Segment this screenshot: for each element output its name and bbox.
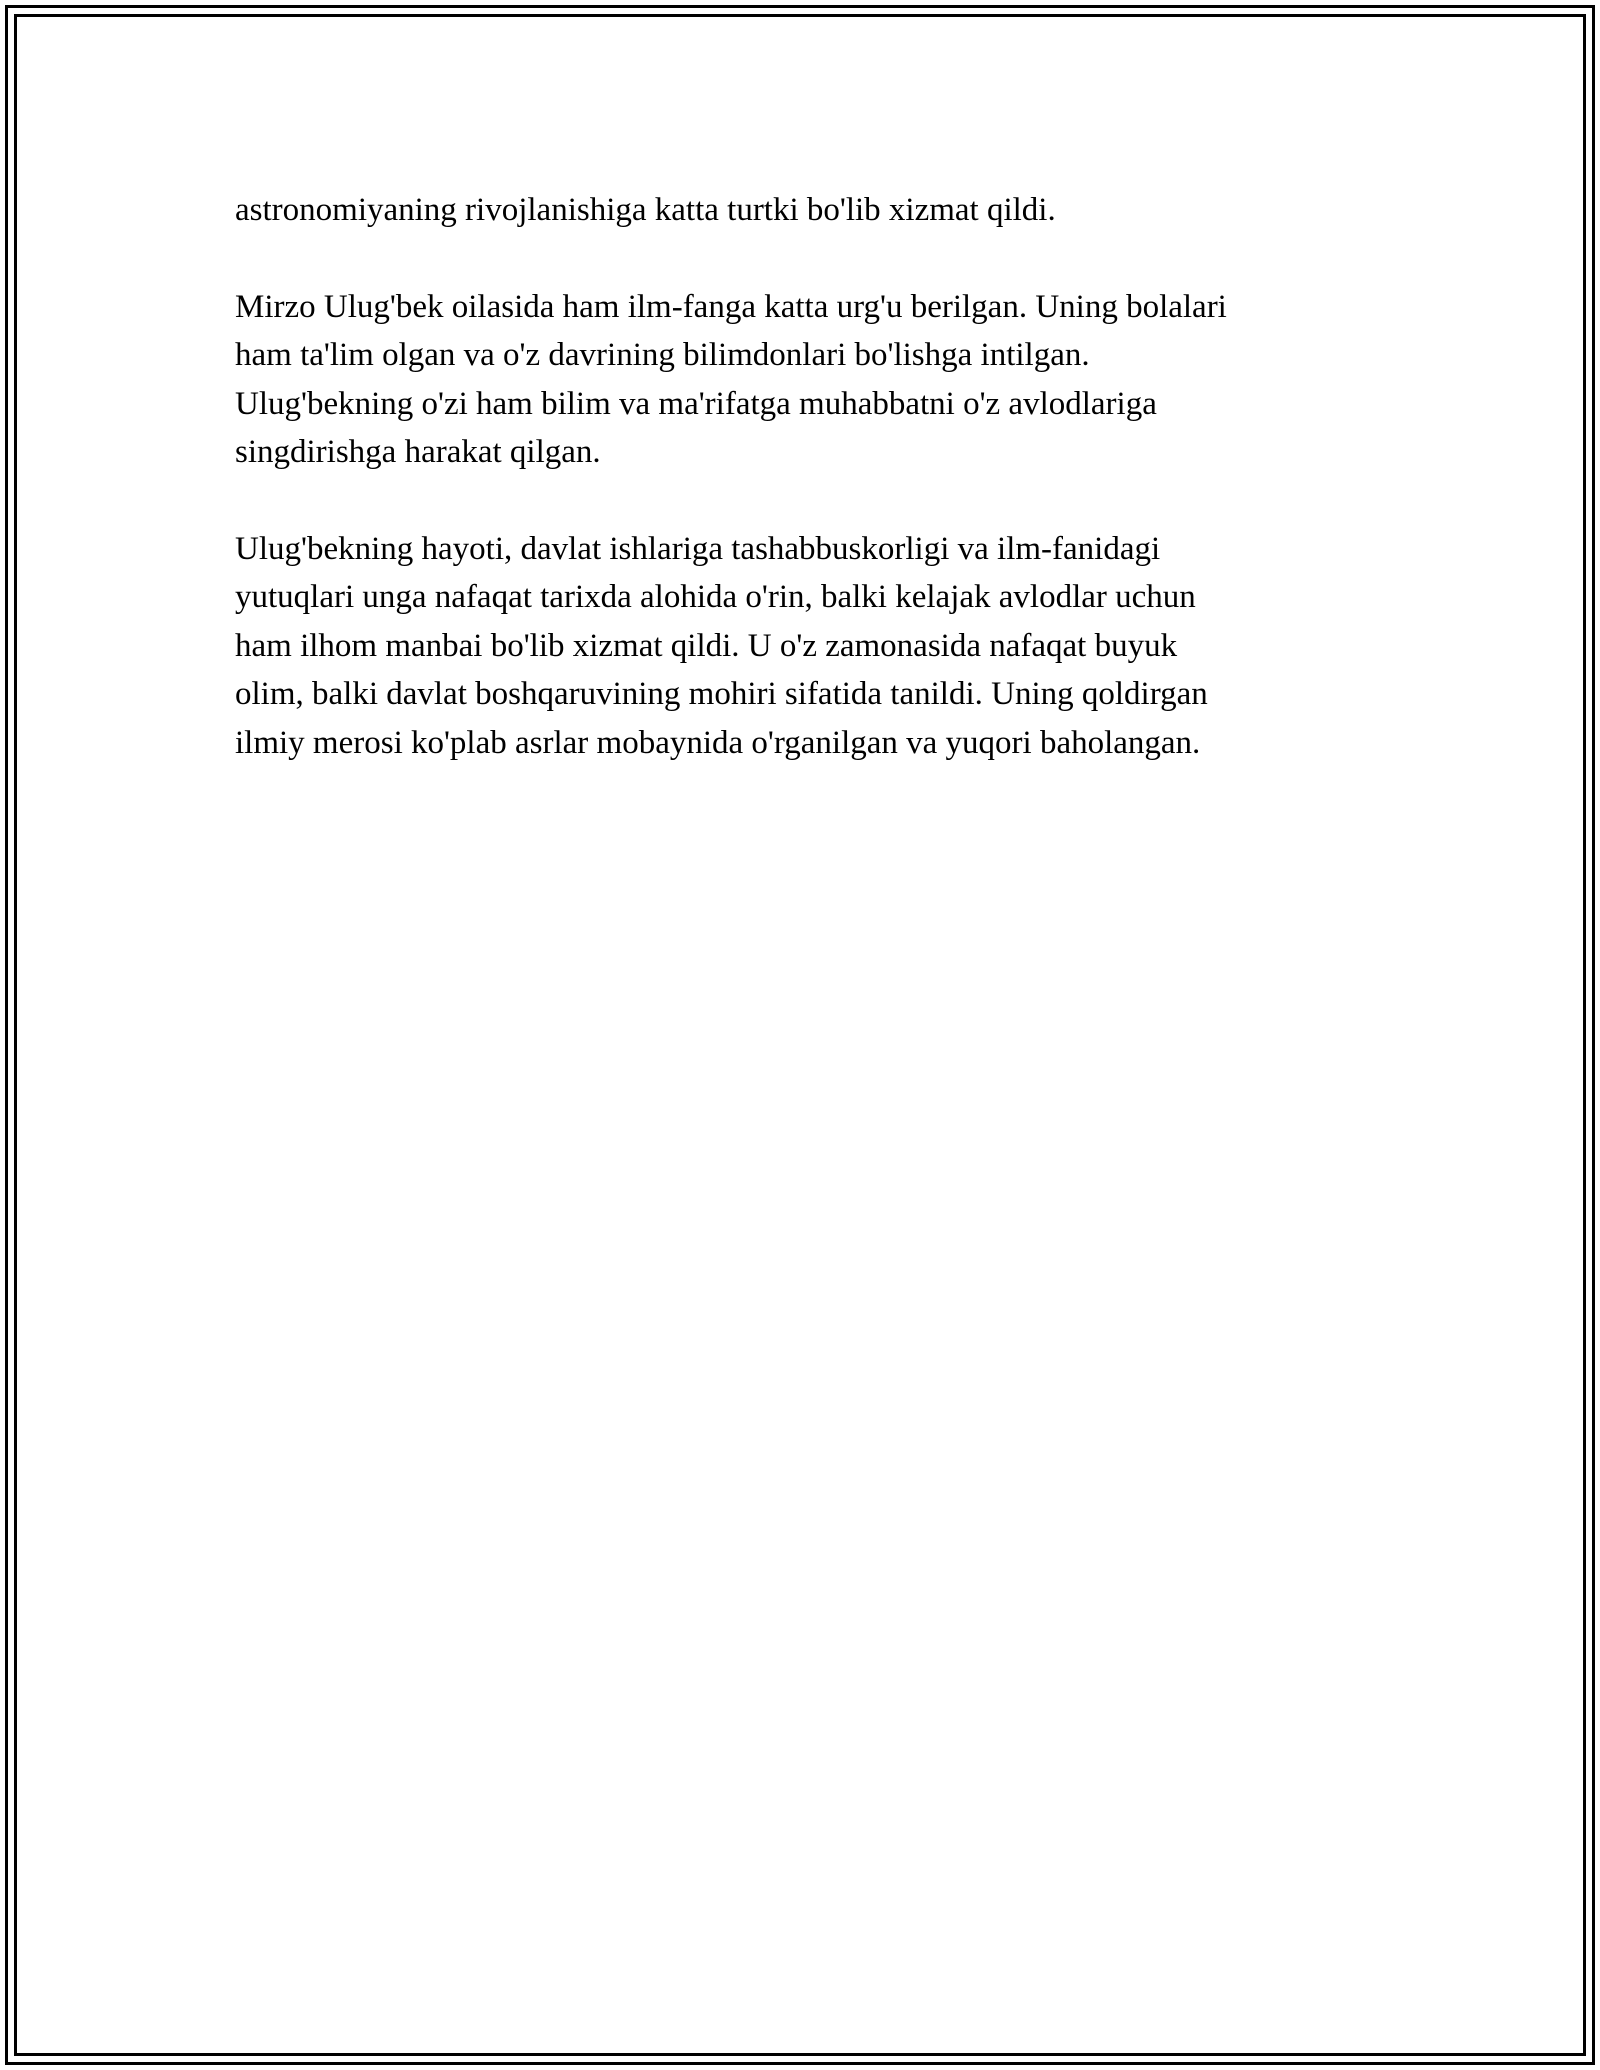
text-line: ham ta'lim olgan va o'z davrining bilimdonlari bo'lishga intilgan. [235,337,1090,373]
text-line: astronomiyaning rivojlanishiga katta turtki bo'lib xizmat qildi. [235,192,1056,228]
text-line: Ulug'bekning hayoti, davlat ishlariga tashabbuskorligi va ilm-fanidagi [235,530,1161,567]
text-line: Ulug'bekning o'zi ham bilim va ma'rifatga muhabbatni o'z avlodlariga [235,385,1157,422]
text-line: ham ilhom manbai bo'lib xizmat qildi. U o'z zamonasida nafaqat buyuk [235,627,1178,664]
text-line: Mirzo Ulug'bek oilasida ham ilm-fanga katta urg'u berilgan. Uning bolalari [235,288,1227,325]
paragraph-spacer [235,235,1365,283]
paragraph-3 [235,525,1365,768]
document-body [235,186,1365,767]
paragraph-2 [235,283,1365,477]
text-line: singdirishga harakat qilgan. [235,434,601,470]
text-line: yutuqlari unga nafaqat tarixda alohida o'rin, balki kelajak avlodlar uchun [235,579,1196,615]
text-line: olim, balki davlat boshqaruvining mohiri sifatida tanildi. Uning qoldirgan [235,676,1208,712]
paragraph-1 [235,186,1365,235]
paragraph-spacer [235,477,1365,525]
text-line: ilmiy merosi ko'plab asrlar mobaynida o'rganilgan va yuqori baholangan. [235,724,1201,761]
